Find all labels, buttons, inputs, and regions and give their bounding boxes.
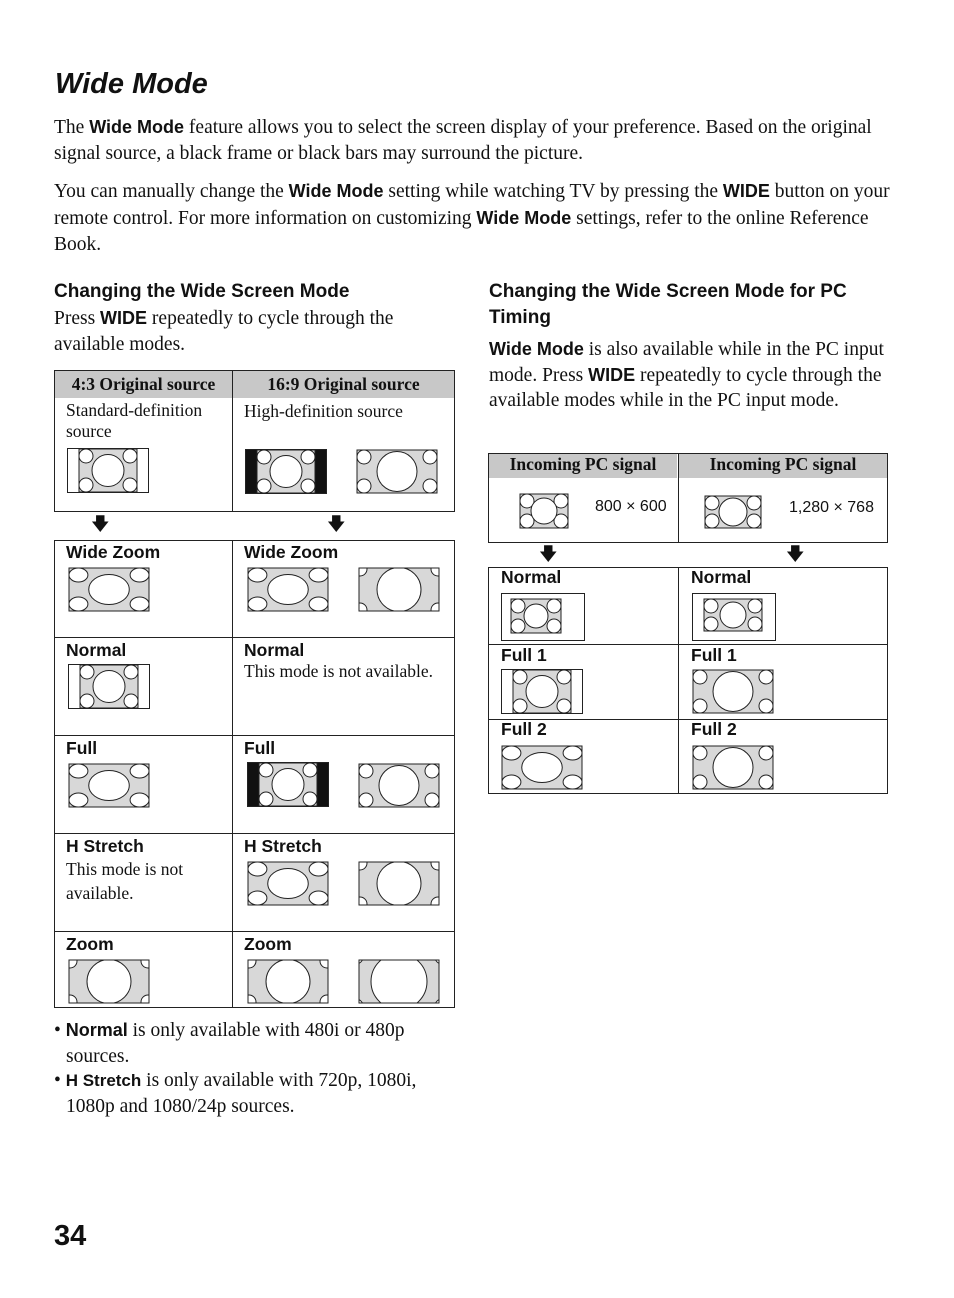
mode-label: Zoom (66, 934, 114, 954)
mode-label: Wide Zoom (66, 542, 161, 562)
hstretch-hd-thumb-2 (358, 861, 440, 911)
widezoom-sd-thumb (68, 567, 150, 617)
zoom-sd-thumb (68, 959, 150, 1009)
zoom-hd-thumb-2 (358, 959, 440, 1009)
pc-normal-thumb-2 (692, 593, 776, 646)
pc-mode-label: Full 1 (691, 645, 737, 665)
sd-source-label: Standard-definition source (66, 400, 203, 441)
page-title: Wide Mode (55, 68, 208, 100)
mode-note: This mode is not available. (66, 859, 184, 903)
full-hd-thumb-2 (358, 763, 440, 813)
pc-full1-thumb-1 (501, 669, 583, 719)
mode-label: Normal (244, 640, 305, 660)
mode-label: Normal (66, 640, 127, 660)
full-sd-thumb (68, 763, 150, 813)
down-arrow-icon: 🡇 (91, 514, 110, 534)
header-incoming-pc-1: Incoming PC signal (489, 454, 677, 478)
zoom-hd-thumb-1 (247, 959, 329, 1009)
header-incoming-pc-2: Incoming PC signal (679, 454, 887, 478)
widezoom-hd-thumb-2 (358, 567, 440, 617)
pc-1280-thumb (704, 495, 762, 534)
mode-label: Wide Zoom (244, 542, 339, 562)
bullet-hstretch: • H Stretch is only available with 720p, 1080i, 1080p and 1080/24p sources. (54, 1070, 417, 1117)
down-arrow-icon: 🡇 (327, 514, 346, 534)
normal-sd-thumb (68, 664, 150, 714)
sd-source-thumb (67, 448, 149, 498)
right-paragraph: Wide Mode is also available while in the PC input mode. Press WIDE repeatedly to cycle through the available modes while in the PC input mode. (489, 339, 884, 411)
mode-label: Zoom (244, 934, 292, 954)
resolution-1280: 1,280 × 768 (789, 499, 874, 516)
mode-note: This mode is not available. (244, 661, 434, 681)
right-section-heading: Changing the Wide Screen Mode for PC Timing (489, 281, 847, 328)
bullet-normal: • Normal is only available with 480i or 480p sources. (54, 1020, 405, 1067)
mode-label: H Stretch (244, 836, 322, 856)
page-number: 34 (54, 1220, 87, 1252)
pc-mode-label: Normal (691, 567, 752, 587)
left-section-heading: Changing the Wide Screen Mode (54, 281, 350, 302)
header-16-9: 16:9 Original source (233, 371, 454, 398)
intro-paragraph-1: The Wide Mode feature allows you to select the screen display of your preference. Based on the original signal source, a black frame or black bars may surround the picture. (54, 117, 872, 164)
left-press-instruction: Press WIDE repeatedly to cycle through the available modes. (54, 308, 394, 355)
pc-full2-thumb-2 (692, 745, 774, 795)
pc-800-thumb (519, 493, 569, 534)
hd-source-label: High-definition source (244, 401, 403, 421)
mode-label: Full (244, 738, 276, 758)
widezoom-hd-thumb-1 (247, 567, 329, 617)
pc-mode-label: Normal (501, 567, 562, 587)
mode-label: Full (66, 738, 98, 758)
pc-normal-thumb-1 (501, 593, 585, 646)
pc-full2-thumb-1 (501, 745, 583, 795)
intro-paragraph-2: You can manually change the Wide Mode setting while watching TV by pressing the WIDE button on your remote control. For more information on customizing Wide Mode settings, refer to the online Reference Book. (54, 181, 890, 255)
full-hd-thumb-1 (247, 762, 329, 812)
pc-full1-thumb-2 (692, 669, 774, 719)
pc-mode-label: Full 2 (501, 719, 547, 739)
pc-mode-label: Full 1 (501, 645, 547, 665)
pc-mode-label: Full 2 (691, 719, 737, 739)
header-4-3: 4:3 Original source (55, 371, 232, 398)
hd-source-thumb-2 (356, 449, 438, 499)
hd-source-thumb-1 (245, 449, 327, 499)
down-arrow-icon: 🡇 (786, 544, 805, 564)
down-arrow-icon: 🡇 (539, 544, 558, 564)
hstretch-hd-thumb-1 (247, 861, 329, 911)
resolution-800: 800 × 600 (595, 498, 667, 515)
mode-label: H Stretch (66, 836, 144, 856)
